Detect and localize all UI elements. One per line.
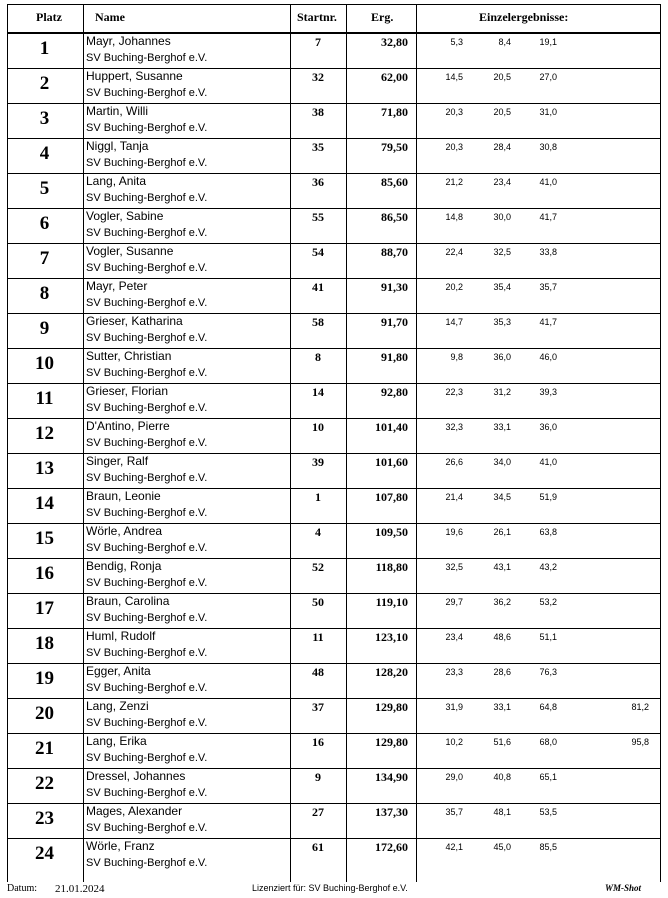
result-value: 101,60 (375, 455, 408, 469)
single-score: 20,5 (493, 107, 511, 117)
single-score: 95,8 (631, 737, 649, 747)
single-score: 26,1 (493, 527, 511, 537)
place-cell: 22 (35, 773, 54, 794)
place-cell: 11 (35, 388, 54, 409)
club-name: SV Buching-Berghof e.V. (86, 857, 208, 869)
club-name: SV Buching-Berghof e.V. (86, 647, 208, 659)
single-score: 5,3 (450, 37, 463, 47)
club-name: SV Buching-Berghof e.V. (86, 157, 208, 169)
result-value: 79,50 (381, 140, 408, 154)
table-row (7, 69, 661, 104)
start-number: 4 (315, 525, 321, 539)
shooter-name: Dressel, Johannes (86, 769, 186, 783)
start-number: 35 (312, 140, 324, 154)
club-name: SV Buching-Berghof e.V. (86, 822, 208, 834)
table-body (7, 34, 661, 889)
results-table (7, 4, 661, 889)
table-row (7, 349, 661, 384)
single-score: 41,0 (539, 457, 557, 467)
table-row (7, 489, 661, 524)
place-cell: 2 (39, 73, 50, 94)
club-name: SV Buching-Berghof e.V. (86, 262, 208, 274)
shooter-name: Wörle, Franz (86, 839, 155, 853)
single-score: 85,5 (539, 842, 557, 852)
single-score: 26,6 (445, 457, 463, 467)
single-score: 33,1 (493, 702, 511, 712)
single-score: 33,1 (493, 422, 511, 432)
single-score: 8,4 (498, 37, 511, 47)
start-number: 50 (312, 595, 324, 609)
single-score: 41,0 (539, 177, 557, 187)
table-row (7, 839, 661, 889)
shooter-name: Braun, Leonie (86, 489, 161, 503)
single-score: 41,7 (539, 212, 557, 222)
place-cell: 21 (35, 738, 54, 759)
single-score: 45,0 (493, 842, 511, 852)
start-number: 55 (312, 210, 324, 224)
club-name: SV Buching-Berghof e.V. (86, 612, 208, 624)
single-score: 32,5 (493, 247, 511, 257)
single-score: 63,8 (539, 527, 557, 537)
place-cell: 18 (35, 633, 54, 654)
place-cell: 15 (35, 528, 54, 549)
result-value: 172,60 (375, 840, 408, 854)
single-score: 20,2 (445, 282, 463, 292)
shooter-name: Vogler, Susanne (86, 244, 174, 258)
result-value: 129,80 (375, 735, 408, 749)
shooter-name: Mages, Alexander (86, 804, 183, 818)
club-name: SV Buching-Berghof e.V. (86, 752, 208, 764)
start-number: 36 (312, 175, 324, 189)
single-score: 14,5 (445, 72, 463, 82)
start-number: 54 (312, 245, 324, 259)
club-name: SV Buching-Berghof e.V. (86, 227, 208, 239)
start-number: 16 (312, 735, 324, 749)
single-score: 33,8 (539, 247, 557, 257)
place-cell: 7 (39, 248, 50, 269)
result-value: 119,10 (375, 595, 408, 609)
shooter-name: Lang, Erika (86, 734, 147, 748)
result-value: 86,50 (381, 210, 408, 224)
club-name: SV Buching-Berghof e.V. (86, 472, 208, 484)
single-score: 31,2 (493, 387, 511, 397)
shooter-name: Egger, Anita (86, 664, 151, 678)
shooter-name: Mayr, Peter (86, 279, 148, 293)
header-place: Platz (36, 10, 62, 24)
start-number: 8 (315, 350, 321, 364)
place-cell: 10 (35, 353, 54, 374)
single-score: 27,0 (539, 72, 557, 82)
shooter-name: Lang, Zenzi (86, 699, 149, 713)
club-name: SV Buching-Berghof e.V. (86, 577, 208, 589)
result-value: 71,80 (381, 105, 408, 119)
single-score: 34,0 (493, 457, 511, 467)
single-score: 19,1 (539, 37, 557, 47)
single-score: 68,0 (539, 737, 557, 747)
single-score: 28,4 (493, 142, 511, 152)
place-cell: 14 (35, 493, 54, 514)
start-number: 14 (312, 385, 324, 399)
place-cell: 19 (35, 668, 54, 689)
place-cell: 12 (35, 423, 54, 444)
single-score: 9,8 (450, 352, 463, 362)
single-score: 48,6 (493, 632, 511, 642)
single-score: 41,7 (539, 317, 557, 327)
shooter-name: Vogler, Sabine (86, 209, 164, 223)
place-cell: 17 (35, 598, 54, 619)
single-score: 35,7 (539, 282, 557, 292)
place-cell: 4 (39, 143, 50, 164)
table-row (7, 34, 661, 69)
table-row (7, 174, 661, 209)
place-cell: 16 (35, 563, 54, 584)
single-score: 32,5 (445, 562, 463, 572)
result-value: 32,80 (381, 35, 408, 49)
single-score: 81,2 (631, 702, 649, 712)
club-name: SV Buching-Berghof e.V. (86, 542, 208, 554)
place-cell: 8 (39, 283, 50, 304)
table-row (7, 594, 661, 629)
start-number: 32 (312, 70, 324, 84)
single-score: 51,9 (539, 492, 557, 502)
start-number: 38 (312, 105, 324, 119)
result-value: 107,80 (375, 490, 408, 504)
shooter-name: Braun, Carolina (86, 594, 170, 608)
single-score: 39,3 (539, 387, 557, 397)
club-name: SV Buching-Berghof e.V. (86, 437, 208, 449)
shooter-name: Grieser, Katharina (86, 314, 183, 328)
table-row (7, 419, 661, 454)
result-value: 128,20 (375, 665, 408, 679)
table-row (7, 629, 661, 664)
shooter-name: Sutter, Christian (86, 349, 172, 363)
single-score: 30,0 (493, 212, 511, 222)
result-value: 88,70 (381, 245, 408, 259)
start-number: 39 (312, 455, 324, 469)
table-row (7, 209, 661, 244)
club-name: SV Buching-Berghof e.V. (86, 297, 208, 309)
result-value: 123,10 (375, 630, 408, 644)
place-cell: 13 (35, 458, 54, 479)
single-score: 20,5 (493, 72, 511, 82)
table-row (7, 664, 661, 699)
shooter-name: Huml, Rudolf (86, 629, 156, 643)
single-score: 42,1 (445, 842, 463, 852)
table-row (7, 524, 661, 559)
shooter-name: Singer, Ralf (86, 454, 149, 468)
single-score: 31,9 (445, 702, 463, 712)
table-row (7, 279, 661, 314)
single-score: 14,7 (445, 317, 463, 327)
place-cell: 20 (35, 703, 54, 724)
page-footer (7, 883, 661, 897)
result-value: 137,30 (375, 805, 408, 819)
result-value: 109,50 (375, 525, 408, 539)
club-name: SV Buching-Berghof e.V. (86, 402, 208, 414)
place-cell: 23 (35, 808, 54, 829)
single-score: 20,3 (445, 142, 463, 152)
single-score: 51,1 (539, 632, 557, 642)
start-number: 48 (312, 665, 324, 679)
table-row (7, 804, 661, 839)
club-name: SV Buching-Berghof e.V. (86, 192, 208, 204)
place-cell: 24 (35, 843, 54, 864)
single-score: 32,3 (445, 422, 463, 432)
club-name: SV Buching-Berghof e.V. (86, 52, 208, 64)
shooter-name: Mayr, Johannes (86, 34, 171, 48)
single-score: 22,4 (445, 247, 463, 257)
single-score: 53,5 (539, 807, 557, 817)
header-name: Name (95, 10, 125, 24)
shooter-name: Lang, Anita (86, 174, 147, 188)
table-row (7, 104, 661, 139)
result-value: 129,80 (375, 700, 408, 714)
single-score: 35,3 (493, 317, 511, 327)
single-score: 20,3 (445, 107, 463, 117)
header-result: Erg. (371, 10, 394, 24)
place-cell: 3 (39, 108, 50, 129)
start-number: 58 (312, 315, 324, 329)
header-start-no: Startnr. (297, 10, 337, 24)
single-score: 28,6 (493, 667, 511, 677)
start-number: 27 (312, 805, 324, 819)
shooter-name: Huppert, Susanne (86, 69, 183, 83)
result-value: 134,90 (375, 770, 408, 784)
club-name: SV Buching-Berghof e.V. (86, 507, 208, 519)
single-score: 64,8 (539, 702, 557, 712)
start-number: 11 (312, 630, 324, 644)
club-name: SV Buching-Berghof e.V. (86, 87, 208, 99)
single-score: 23,4 (493, 177, 511, 187)
shooter-name: Bendig, Ronja (86, 559, 162, 573)
date-value: 21.01.2024 (55, 883, 105, 895)
single-score: 40,8 (493, 772, 511, 782)
single-score: 51,6 (493, 737, 511, 747)
club-name: SV Buching-Berghof e.V. (86, 682, 208, 694)
single-score: 36,0 (493, 352, 511, 362)
single-score: 23,4 (445, 632, 463, 642)
result-value: 91,80 (381, 350, 408, 364)
place-cell: 6 (39, 213, 50, 234)
shooter-name: Grieser, Florian (86, 384, 169, 398)
single-score: 35,4 (493, 282, 511, 292)
result-value: 118,80 (375, 560, 408, 574)
single-score: 43,2 (539, 562, 557, 572)
shooter-name: Wörle, Andrea (86, 524, 163, 538)
place-cell: 9 (39, 318, 50, 339)
result-value: 101,40 (375, 420, 408, 434)
single-score: 36,2 (493, 597, 511, 607)
single-score: 48,1 (493, 807, 511, 817)
license-text: Lizenziert für: SV Buching-Berghof e.V. (252, 883, 408, 893)
shooter-name: Niggl, Tanja (86, 139, 149, 153)
single-score: 34,5 (493, 492, 511, 502)
place-cell: 5 (39, 178, 50, 199)
table-row (7, 734, 661, 769)
result-value: 92,80 (381, 385, 408, 399)
single-score: 30,8 (539, 142, 557, 152)
date-label: Datum: (7, 883, 37, 894)
table-header (7, 4, 661, 34)
start-number: 52 (312, 560, 324, 574)
single-score: 21,2 (445, 177, 463, 187)
start-number: 61 (312, 840, 324, 854)
club-name: SV Buching-Berghof e.V. (86, 367, 208, 379)
single-score: 46,0 (539, 352, 557, 362)
table-row (7, 769, 661, 804)
table-row (7, 559, 661, 594)
single-score: 21,4 (445, 492, 463, 502)
start-number: 37 (312, 700, 324, 714)
table-row (7, 314, 661, 349)
table-row (7, 244, 661, 279)
single-score: 23,3 (445, 667, 463, 677)
result-value: 91,30 (381, 280, 408, 294)
header-scores: Einzelergebnisse: (479, 10, 569, 24)
result-value: 62,00 (381, 70, 408, 84)
single-score: 36,0 (539, 422, 557, 432)
club-name: SV Buching-Berghof e.V. (86, 332, 208, 344)
single-score: 35,7 (445, 807, 463, 817)
single-score: 31,0 (539, 107, 557, 117)
single-score: 19,6 (445, 527, 463, 537)
club-name: SV Buching-Berghof e.V. (86, 717, 208, 729)
table-row (7, 139, 661, 174)
club-name: SV Buching-Berghof e.V. (86, 787, 208, 799)
start-number: 9 (315, 770, 321, 784)
single-score: 65,1 (539, 772, 557, 782)
single-score: 29,0 (445, 772, 463, 782)
club-name: SV Buching-Berghof e.V. (86, 122, 208, 134)
single-score: 22,3 (445, 387, 463, 397)
table-row (7, 384, 661, 419)
start-number: 1 (315, 490, 321, 504)
shooter-name: D'Antino, Pierre (86, 419, 170, 433)
start-number: 10 (312, 420, 324, 434)
place-cell: 1 (39, 38, 50, 59)
single-score: 14,8 (445, 212, 463, 222)
table-row (7, 454, 661, 489)
result-value: 85,60 (381, 175, 408, 189)
brand-label: WM-Shot (605, 883, 642, 893)
single-score: 43,1 (493, 562, 511, 572)
result-value: 91,70 (381, 315, 408, 329)
table-row (7, 699, 661, 734)
single-score: 53,2 (539, 597, 557, 607)
single-score: 10,2 (445, 737, 463, 747)
shooter-name: Martin, Willi (86, 104, 148, 118)
start-number: 7 (315, 35, 321, 49)
start-number: 41 (312, 280, 324, 294)
single-score: 76,3 (539, 667, 557, 677)
single-score: 29,7 (445, 597, 463, 607)
